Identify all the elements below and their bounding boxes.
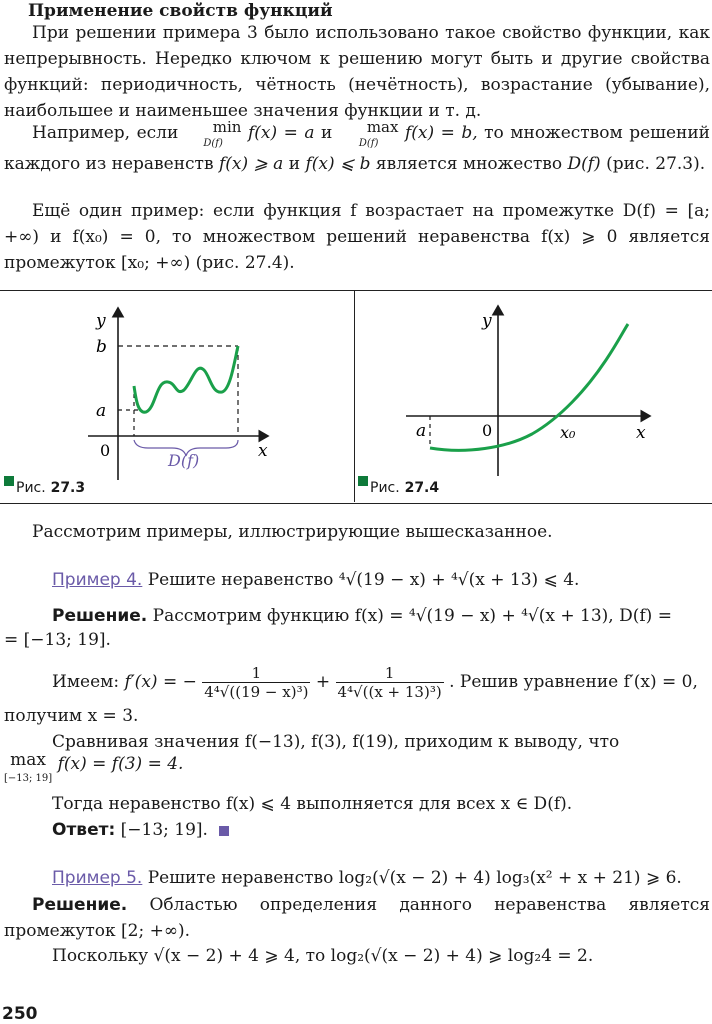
- figure-27-4: [356, 290, 710, 502]
- answer-label: Ответ:: [52, 820, 116, 840]
- fig1-caption: Рис. 27.3: [16, 480, 86, 496]
- answer-line: Ответ: [−13; 19].: [52, 818, 229, 842]
- fig2-marker: [358, 476, 368, 486]
- get-x-line: получим x = 3.: [4, 706, 139, 726]
- min-operator: min: [212, 118, 242, 136]
- end-of-proof-square: [219, 826, 229, 836]
- fig1-marker: [4, 476, 14, 486]
- paragraph-2: Например, если min D(f) f(x) = a и max D(f) f(x) = b, то множеством решений каждого из неравенств f(x) ⩾ a и f(x) ⩽ b является множество D(f) (рис. 27.3).: [4, 118, 711, 174]
- example-5-statement: Пример 5. Решите неравенство log₂(√(x − 2) + 4) log₃(x² + x + 21) ⩾ 6.: [52, 868, 682, 888]
- fig1-a-label: a: [96, 401, 107, 421]
- function-curve: [430, 324, 628, 450]
- fig2-origin-label: 0: [482, 421, 493, 440]
- fig1-y-label: y: [96, 311, 106, 331]
- example-4-label: Пример 4.: [52, 570, 143, 590]
- fig2-x0-label: x₀: [560, 423, 576, 442]
- compare-line: Сравнивая значения f(−13), f(3), f(19), приходим к выводу, что: [52, 732, 620, 752]
- solution-label: Решение.: [32, 895, 128, 915]
- fig1-domain-label: D(f): [168, 451, 200, 470]
- paragraph-3: Ещё один пример: если функция f возрастает на промежутке D(f) = [a; +∞) и f(x₀) = 0, то множеством решений неравенства f(x) ⩾ 0 является промежуток [x₀; +∞) (рис. 27.4).: [4, 201, 710, 273]
- fraction-1: $\frac{1}{\text{4⁴√((19 − x)³)}}$: [204, 664, 309, 701]
- solution-label: Решение.: [52, 606, 148, 626]
- example-5-solution: Решение. Областью определения данного неравенства является промежуток [2; +∞).: [4, 895, 710, 941]
- example-5-label: Пример 5.: [52, 868, 143, 888]
- function-curve: [134, 346, 238, 412]
- example-4-domain: = [−13; 19].: [4, 630, 111, 650]
- fig2-x-label: x: [636, 423, 646, 443]
- example-4-expression: ⁴√(19 − x) + ⁴√(x + 13) ⩽ 4.: [338, 570, 580, 590]
- example-4-solution-line: Решение. Рассмотрим функцию f(x) = ⁴√(19 − x) + ⁴√(x + 13), D(f) =: [52, 606, 672, 626]
- then-line: Тогда неравенство f(x) ⩽ 4 выполняется для всех x ∈ D(f).: [52, 794, 573, 814]
- min-subscript: D(f): [203, 138, 223, 149]
- fig1-origin-label: 0: [100, 441, 111, 460]
- section-heading: Применение свойств функций: [28, 1, 333, 21]
- fig2-a-label: a: [416, 421, 427, 441]
- max-operator: max: [366, 118, 399, 136]
- paragraph-1: При решении примера 3 было использовано такое свойство функции, как непрерывность. Нередко ключом к решению могут быть и другие свойства функций: периодичность, чётность (нечётность), возрастание (убывание), наибольшее и наименьшее значения функции и т. д.: [4, 23, 710, 121]
- fig2-caption: Рис. 27.4: [370, 480, 440, 496]
- since-line: Поскольку √(x − 2) + 4 ⩾ 4, то log₂(√(x − 2) + 4) ⩾ log₂4 = 2.: [52, 946, 594, 966]
- page-number: 250: [2, 1004, 38, 1024]
- derivative-line: Имеем: f′(x) = − $\frac{1}{\text{4⁴√((19 − x)³)}}$ + $\frac{1}{\text{4⁴√((x + 13)³)}}$ . Решив уравнение f′(x) = 0,: [52, 664, 698, 701]
- fig1-x-label: x: [258, 441, 268, 461]
- max-subscript: D(f): [358, 138, 379, 149]
- example-4-statement: Пример 4. Решите неравенство ⁴√(19 − x) + ⁴√(x + 13) ⩽ 4.: [52, 570, 580, 590]
- consider-line: Рассмотрим примеры, иллюстрирующие вышесказанное.: [32, 522, 553, 542]
- figures-divider: [354, 290, 355, 502]
- fraction-2: $\frac{1}{\text{4⁴√((x + 13)³)}}$: [337, 664, 442, 701]
- fig2-y-label: y: [482, 311, 492, 331]
- max-line: max [−13; 19] f(x) = f(3) = 4.: [4, 750, 184, 784]
- figure-27-3: [0, 290, 354, 502]
- fig1-b-label: b: [96, 337, 107, 357]
